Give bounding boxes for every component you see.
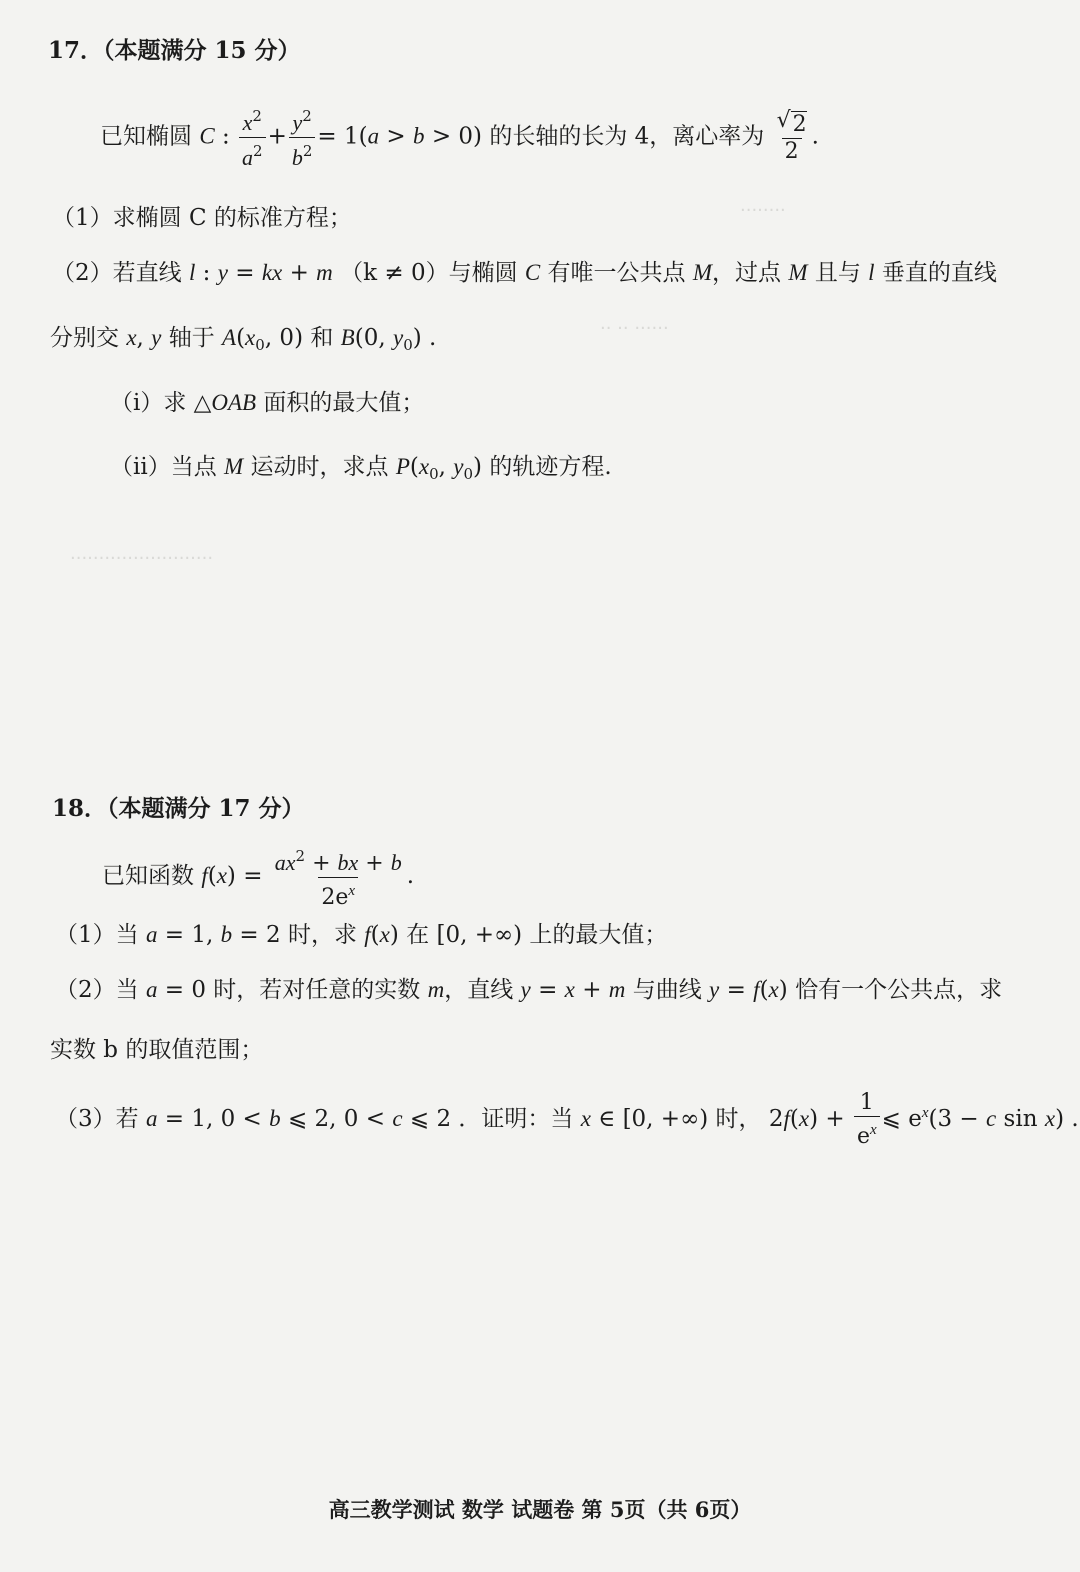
q17-subpart-i: （i）求 △OAB 面积的最大值；	[110, 390, 425, 416]
q18-part2: （2）当 a = 0 时，若对任意的实数 m，直线 y = x + m 与曲线 y = f(x) 恰有一个公共点，求	[55, 977, 1003, 1003]
page-footer: 高三教学测试 数学 试题卷 第 5页（共 6页）	[328, 1497, 752, 1522]
q17-intro: 已知椭圆 C : $\frac{x^2}{a^2}$ + $\frac{y^2}{b^2}$ = 1(a > b > 0) 的长轴的长为 4，离心率为 √ $\frac{2}{2}$ .	[100, 103, 819, 172]
q17-header: 17．（本题满分 15 分）	[48, 37, 301, 64]
q17-part2: （2）若直线 l : y = kx + m （k ≠ 0）与椭圆 C 有唯一公共点 M，过点 M 且与 l 垂直的直线	[52, 260, 997, 286]
eccentricity-fraction: √ $\frac{2}{2}$	[774, 111, 810, 165]
one-over-ex-fraction: $\frac{1}{e^x}$	[854, 1090, 880, 1150]
q18-part2-continued: 实数 b 的取值范围；	[50, 1037, 264, 1063]
q17-subpart-ii: （ii）当点 M 运动时，求点 $P(x_0$, $y_0$) 的轨迹方程.	[110, 454, 612, 483]
bleed-through-mark: ········	[740, 200, 786, 221]
q18-part3: （3）若 a = 1, 0 < b ⩽ 2, 0 < c ⩽ 2 ．证明：当 x ∈ [0, +∞) 时， 2f(x) + $\frac{1}{e^x}$ ⩽ $e^x(3 - c$ sin x) .	[55, 1090, 1079, 1149]
q17-part2-continued: 分别交 x, y 轴于 $A(x_0$, 0) 和 B(0, $y_0$) .	[50, 325, 437, 354]
bleed-through-mark: ·· ·· ······	[600, 318, 669, 339]
q18-header: 18．（本题满分 17 分）	[52, 795, 305, 822]
q18-intro: 已知函数 f(x) = $\frac{ax^2 + bx + b}{2e^x}$ .	[102, 843, 414, 911]
q17-part1: （1）求椭圆 C 的标准方程；	[52, 205, 352, 231]
x2-over-a2-fraction: $\frac{x^2}{a^2}$	[239, 103, 266, 172]
function-fraction: $\frac{ax^2 + bx + b}{2e^x}$	[274, 847, 402, 910]
q18-part1: （1）当 a = 1, b = 2 时，求 f(x) 在 [0, +∞) 上的最大值；	[55, 922, 668, 948]
bleed-through-mark: ·························	[70, 548, 214, 569]
y2-over-b2-fraction: $\frac{y^2}{b^2}$	[289, 103, 316, 172]
